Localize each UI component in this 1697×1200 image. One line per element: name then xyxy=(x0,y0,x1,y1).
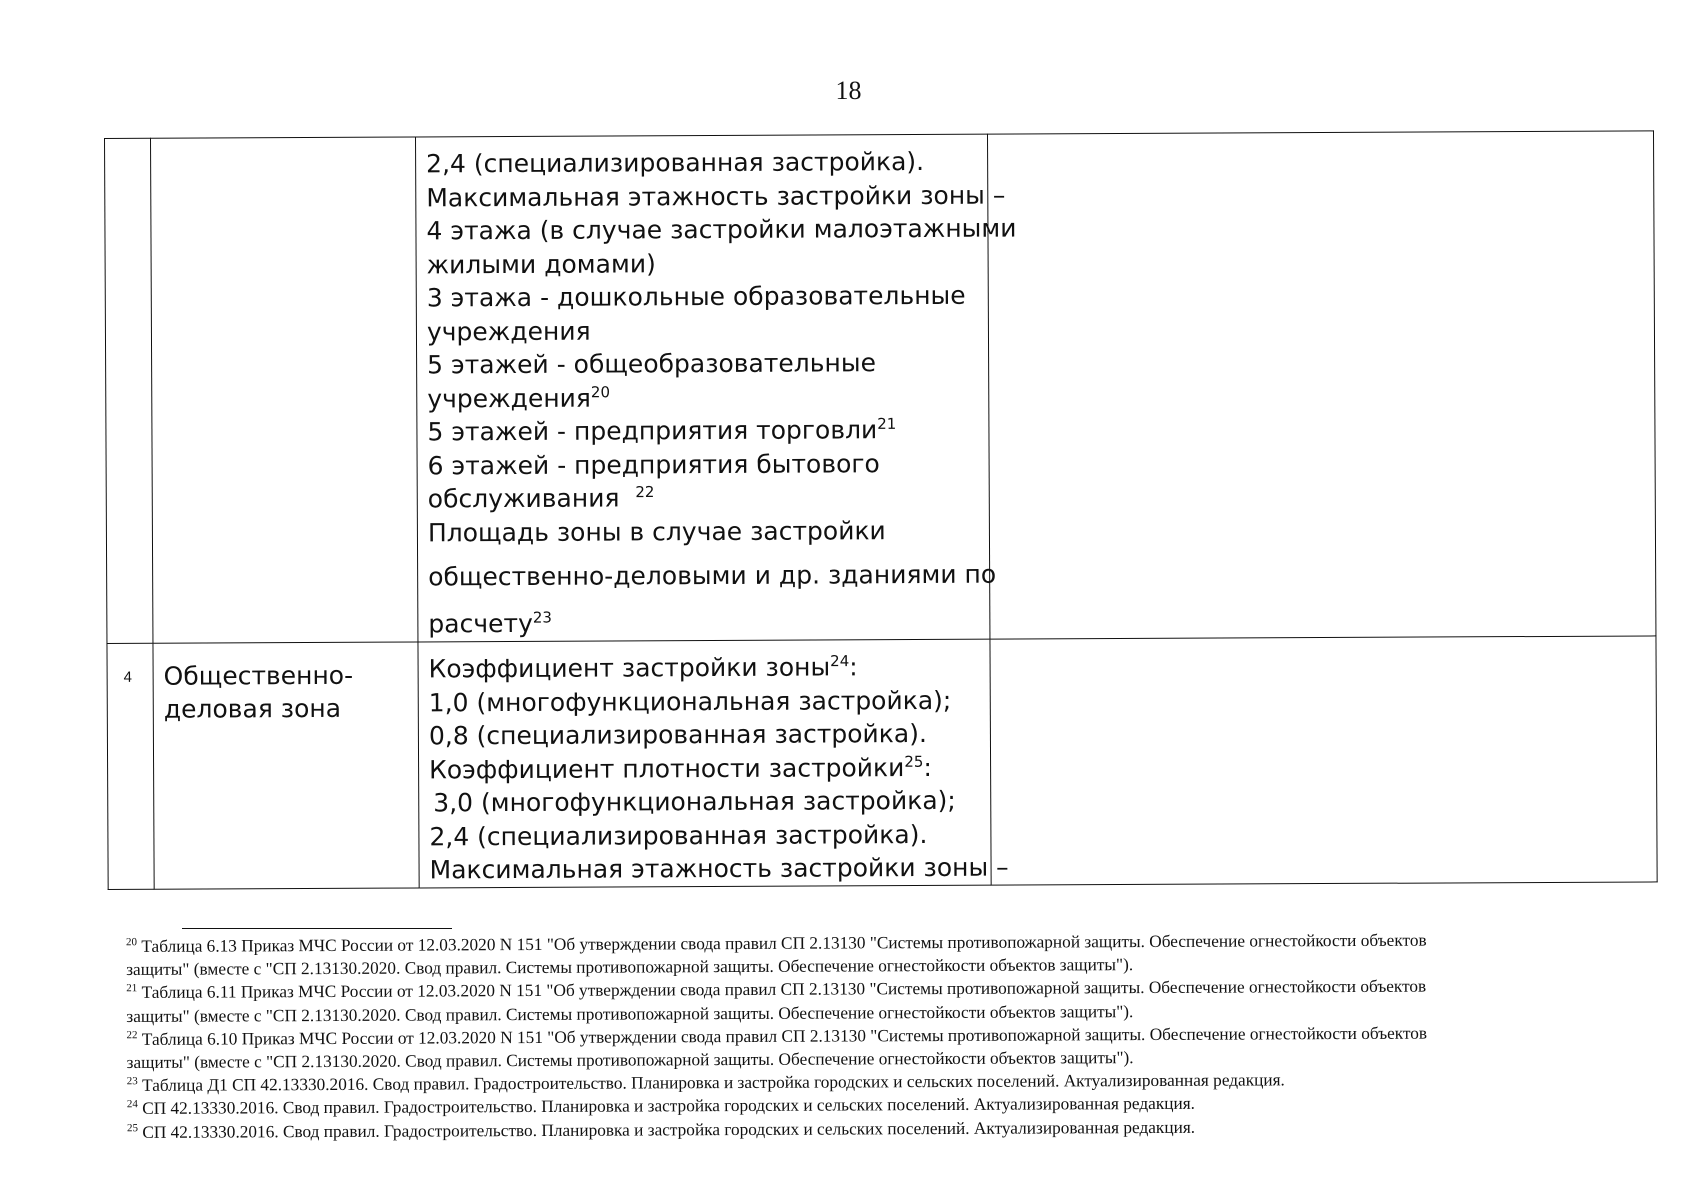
footnote-ref: 23 xyxy=(532,607,552,627)
footnote: $^{24}$ СП 42.13330.2016. Свод правил. Градостроительство. Планировка и застройка городских и сельских поселений. Актуализированная редакция. xyxy=(126,1094,1196,1119)
param-line: учреждения$^{20}$ xyxy=(427,382,611,413)
param-line: 4 этажа (в случае застройки малоэтажными xyxy=(426,213,1017,246)
param-line: расчету$^{23}$ xyxy=(428,607,552,638)
table-row xyxy=(105,131,1656,644)
footnote-ref: 24 xyxy=(830,652,850,671)
param-line: 2,4 (специализированная застройка). xyxy=(429,819,928,851)
zone-name-cell xyxy=(153,642,419,889)
footnote: $^{25}$ СП 42.13330.2016. Свод правил. Градостроительство. Планировка и застройка городских и сельских поселений. Актуализированная редакция. xyxy=(126,1117,1196,1142)
footnotes xyxy=(126,927,1687,1143)
param-line: 2,4 (специализированная застройка). xyxy=(426,146,925,179)
footnote-continuation: защиты" (вместе с "СП 2.13130.2020. Свод правил. Системы противопожарной защиты. Обеспечение огнестойкости объектов защиты"). xyxy=(126,1048,1134,1073)
footnote-separator xyxy=(182,928,452,929)
footnote-ref: 21 xyxy=(877,414,897,433)
footnote: $^{21}$ Таблица 6.11 Приказ МЧС России от 12.03.2020 N 151 "Об утверждении свода правил СП 2.13130 "Системы противопожарной защиты. Обеспечение огнестойкости объектов xyxy=(126,977,1427,1003)
param-line: 3,0 (многофункциональная застройка); xyxy=(433,785,956,818)
zones-table xyxy=(104,130,1658,889)
param-line: 5 этажей - общеобразовательные xyxy=(427,348,877,380)
page-number: 18 xyxy=(835,76,862,105)
param-line: Коэффициент плотности застройки$^{25}$: xyxy=(429,752,932,784)
param-line: Площадь зоны в случае застройки xyxy=(427,515,886,547)
zone-name-cell xyxy=(151,137,418,643)
param-line: Максимальная этажность застройки зоны – xyxy=(429,852,1009,885)
param-line: обслуживания $^{22}$ xyxy=(427,482,655,514)
param-line: Коэффициент застройки зоны$^{24}$: xyxy=(428,652,858,684)
footnote-ref: 20 xyxy=(590,382,611,401)
param-line: общественно-деловыми и др. зданиями по xyxy=(428,559,997,592)
zone-name-line: Общественно- xyxy=(163,660,354,691)
requirements-cell xyxy=(987,131,1655,639)
footnote-ref: 25 xyxy=(904,752,924,771)
param-line: жилыми домами) xyxy=(426,248,656,279)
param-line: 5 этажей - предприятия торговли$^{21}$ xyxy=(427,414,897,447)
row-number-cell xyxy=(105,138,153,643)
param-line: 1,0 (многофункциональная застройка); xyxy=(428,685,952,717)
parameters-cell xyxy=(418,639,1009,888)
param-line: 0,8 (специализированная застройка). xyxy=(428,718,927,751)
footnote: $^{22}$ Таблица 6.10 Приказ МЧС России от 12.03.2020 N 151 "Об утверждении свода правил СП 2.13130 "Системы противопожарной защиты. Обеспечение огнестойкости объектов xyxy=(126,1023,1428,1049)
zone-name-line: деловая зона xyxy=(163,693,342,724)
row-number-cell: 4 xyxy=(107,643,154,889)
footnote-ref: 22 xyxy=(635,482,655,502)
param-line: 6 этажей - предприятия бытового xyxy=(427,448,880,480)
param-line: Максимальная этажность застройки зоны – xyxy=(426,180,1006,212)
parameters-cell xyxy=(415,134,1017,642)
footnote-continuation: защиты" (вместе с "СП 2.13130.2020. Свод правил. Системы противопожарной защиты. Обеспечение огнестойкости объектов защиты"). xyxy=(126,1001,1134,1026)
footnote: $^{20}$ Таблица 6.13 Приказ МЧС России от 12.03.2020 N 151 "Об утверждении свода правил СП 2.13130 "Системы противопожарной защиты. Обеспечение огнестойкости объектов xyxy=(126,930,1427,956)
param-line: учреждения xyxy=(426,316,591,346)
footnote-continuation: защиты" (вместе с "СП 2.13130.2020. Свод правил. Системы противопожарной защиты. Обеспечение огнестойкости объектов защиты"). xyxy=(126,955,1134,980)
footnote: $^{23}$ Таблица Д1 СП 42.13330.2016. Свод правил. Градостроительство. Планировка и застройка городских и сельских поселений. Актуализированная редакция. xyxy=(126,1070,1285,1096)
table-row xyxy=(107,636,1657,890)
requirements-cell xyxy=(990,636,1657,885)
param-line: 3 этажа - дошкольные образовательные xyxy=(426,280,966,313)
